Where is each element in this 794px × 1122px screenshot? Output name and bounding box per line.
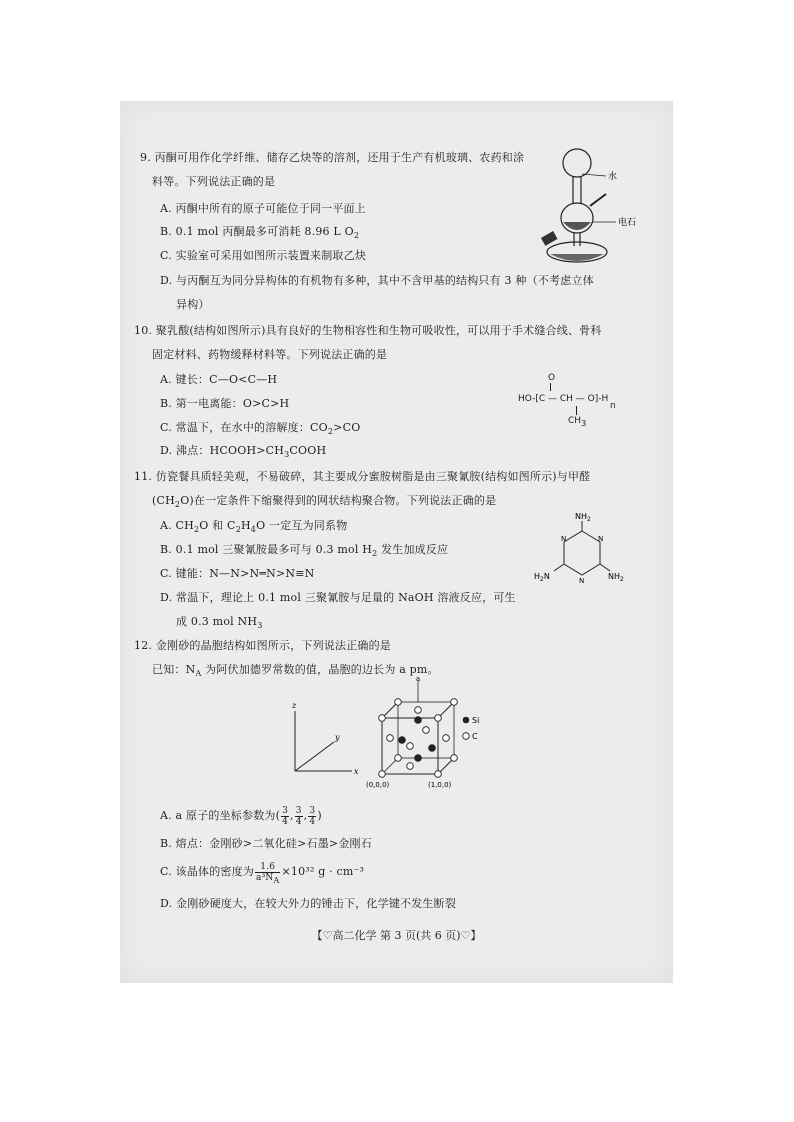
q11-stem-line2: $(CH_2O)$在一定条件下缩聚得到的网状结构聚合物。下列说法正确的是: [152, 494, 497, 510]
q10-option-c: C. 常温下，在水中的溶解度：$CO_2>CO$: [160, 421, 361, 437]
axis-z-label: z: [292, 701, 297, 710]
melamine-nh2-left: $H_2N$: [534, 572, 550, 583]
fig-label-carbide: 电石: [618, 218, 637, 228]
acetylene-apparatus-figure: [530, 146, 650, 266]
q10-option-b: B. 第一电离能：O>C>H: [160, 397, 290, 410]
legend-si-label: Si: [472, 716, 480, 725]
fig-label-water: 水: [608, 172, 618, 182]
q11-option-d-line1: D. 常温下，理论上 0.1 mol 三聚氰胺与足量的 NaOH 溶液反应，可生: [160, 591, 516, 604]
q9-option-d-line1: D. 与丙酮互为同分异构体的有机物有多种，其中不含甲基的结构只有 3 种（不考虑立体: [160, 274, 594, 287]
q10-stem-line2: 固定材料、药物缓释材料等。下列说法正确的是: [152, 348, 388, 361]
struct-double-bond: [550, 383, 551, 391]
legend-c-marker: [463, 733, 470, 740]
exam-page: [120, 101, 673, 983]
atom-a-label: a: [416, 676, 421, 683]
q11-option-b: B. 0.1 mol 三聚氰胺最多可与 0.3 mol $H_2$ 发生加成反应: [160, 543, 449, 559]
q12-option-d: D. 金刚砂硬度大，在较大外力的锤击下，化学键不发生断裂: [160, 897, 457, 910]
silicon-atoms: [398, 716, 436, 762]
q9-stem-line1: 9. 丙酮可用作化学纤维、储存乙炔等的溶剂，还用于生产有机玻璃、农药和涂: [140, 151, 525, 164]
q11-stem-line1: 11. 仿瓷餐具质轻美观，不易破碎，其主要成分蜜胺树脂是由三聚氰胺(结构如图所示)与甲醛: [134, 470, 591, 483]
struct-n: n: [610, 401, 616, 411]
q12-option-c: C. 该晶体的密度为 $\frac{1.6}{a^3N_A}$ ×10³² g · cm⁻³: [160, 861, 365, 885]
struct-methyl: $CH_3$: [568, 416, 587, 428]
q11-option-a: A. $CH_2O$ 和 $C_2H_4O$ 一定互为同系物: [160, 519, 348, 535]
melamine-nh2-right: $NH_2$: [608, 572, 624, 583]
axis-x-label: x: [354, 767, 359, 776]
frac-density: $\frac{1.6}{a^3N_A}$: [256, 861, 280, 885]
q10-option-d: D. 沸点：$HCOOH>CH_3COOH$: [160, 444, 327, 460]
melamine-structure: [532, 511, 632, 593]
legend-c-label: C: [472, 732, 478, 741]
q9-option-d-line2: 异构）: [176, 298, 210, 311]
legend-si-marker: [463, 717, 470, 724]
melamine-ring-n3: N: [579, 577, 585, 585]
coord-100: (1,0,0): [428, 781, 452, 789]
frac-3-4-3: $\frac{3}{4}$: [309, 805, 316, 827]
struct-carbonyl-o: O: [548, 373, 556, 383]
q9-option-b: B. 0.1 mol 丙酮最多可消耗 8.96 L $O_2$: [160, 225, 360, 241]
silicon-carbide-unit-cell-figure: [280, 676, 530, 796]
page-footer: 【♡高二化学 第 3 页(共 6 页)♡】: [311, 929, 482, 942]
coord-origin: (0,0,0): [366, 781, 390, 789]
q12-stem-line2: 已知：$N_A$ 为阿伏加德罗常数的值，晶胞的边长为 a pm。: [152, 663, 439, 679]
q12-option-b: B. 熔点：金刚砂>二氧化硅>石墨>金刚石: [160, 837, 372, 850]
q9-stem-line2: 料等。下列说法正确的是: [152, 175, 276, 188]
q9-option-a: A. 丙酮中所有的原子可能位于同一平面上: [160, 202, 366, 215]
axis-y-label: y: [335, 733, 340, 742]
q12-stem-line1: 12. 金刚砂的晶胞结构如图所示，下列说法正确的是: [134, 639, 391, 652]
struct-main-chain: HO-[C — CH — O]-H: [518, 394, 609, 404]
polylactic-acid-structure: [518, 373, 628, 433]
struct-branch-bond: [576, 406, 577, 415]
melamine-ring-n1: N: [598, 535, 604, 543]
q10-option-a: A. 键长：C—O<C—H: [160, 373, 278, 386]
q12-option-a: A. a 原子的坐标参数为( $\frac{3}{4}$ , $\frac{3}{4}$ , $\frac{3}{4}$ ): [160, 805, 322, 827]
q9-option-c: C. 实验室可采用如图所示装置来制取乙炔: [160, 249, 367, 262]
frac-3-4-1: $\frac{3}{4}$: [282, 805, 289, 827]
frac-3-4-2: $\frac{3}{4}$: [295, 805, 302, 827]
q10-stem-line1: 10. 聚乳酸(结构如图所示)具有良好的生物相容性和生物可吸收性，可以用于手术缝合线、骨科: [134, 324, 602, 337]
q11-option-c: C. 键能：N—N>N═N>N≡N: [160, 567, 315, 580]
melamine-ring-n2: N: [561, 535, 567, 543]
melamine-nh2-top: $NH_2$: [575, 512, 591, 523]
q11-option-d-line2: 成 0.3 mol $NH_3$: [176, 615, 263, 631]
